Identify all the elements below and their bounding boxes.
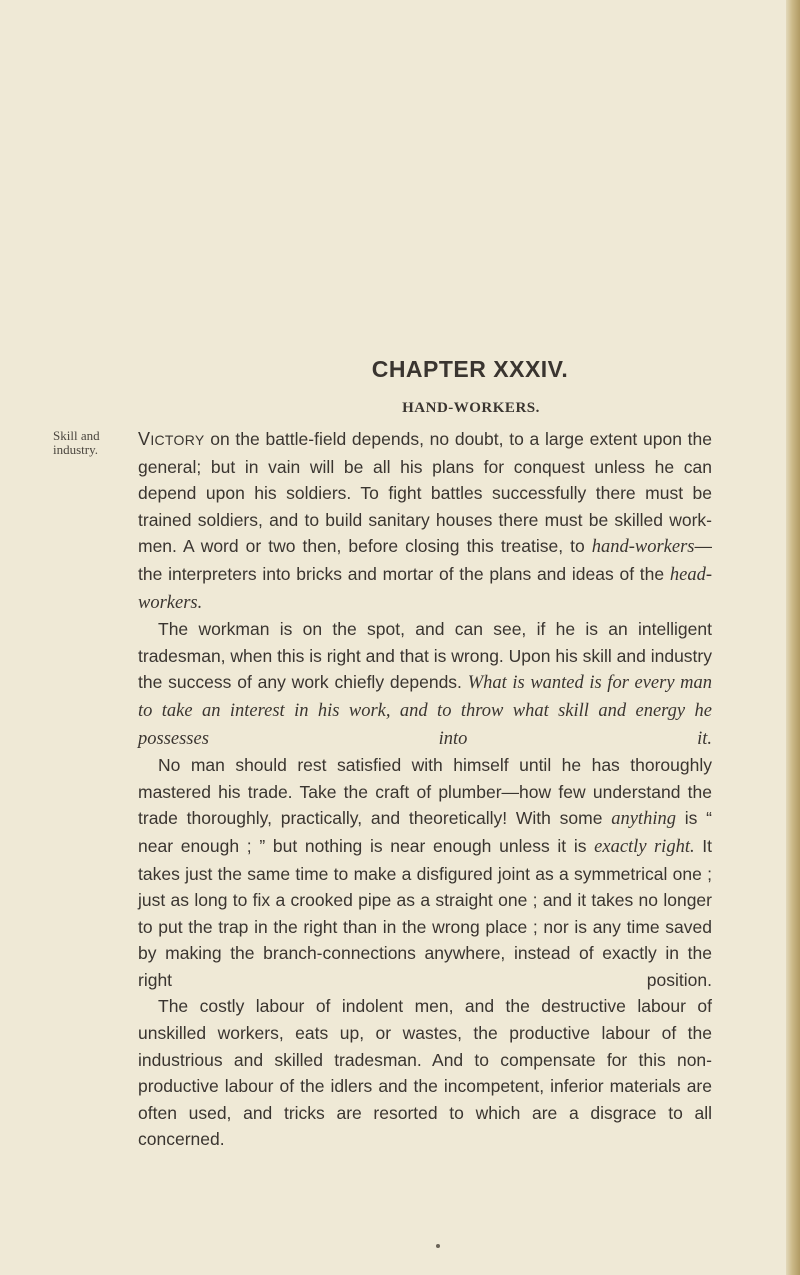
lead-capital: V: [138, 429, 151, 449]
paragraph-3: [138, 752, 712, 993]
small-caps-lead: [138, 429, 205, 449]
page-mark: [436, 1244, 440, 1248]
text-run: No man should rest satisfied with himself until he has thoroughly mastered his trade. Take the craft of plumber—how few understand the trade thoroughly, practically, and theoretically! With some: [138, 755, 712, 829]
paragraph-4: [138, 993, 712, 1153]
page-edge: [786, 0, 800, 1275]
italic-run: exactly right.: [594, 836, 695, 857]
chapter-heading: CHAPTER XXXIV.: [371, 356, 569, 382]
body-text: [138, 426, 712, 1153]
italic-run: anything: [611, 809, 676, 830]
italic-run: hand-workers: [591, 537, 695, 558]
paragraph-1: [138, 426, 712, 616]
text-run: is “ near enough ; ” but nothing is near enough unless it is: [138, 808, 712, 856]
italic-run: What is wanted is for every man to take an interest in his work, and to throw what skill and energy he possesses into it.: [138, 673, 712, 749]
lead-rest: ICTORY: [150, 432, 205, 448]
margin-note-line: Skill and: [53, 428, 100, 443]
text-run: —the interpreters into bricks and mortar of the plans and ideas of the: [138, 536, 712, 584]
text-run: The costly labour of indolent men, and the destructive labour of unskilled workers, eats up, or wastes, the productive labour of the industrious and skilled tradesman. And to compensate for this non-productive labour of the idlers and the incompetent, inferior materials are often used, and tricks are resorted to which are a disgrace to all concerned.: [138, 996, 712, 1150]
margin-note-line: industry.: [53, 442, 99, 457]
italic-run: head-workers.: [138, 564, 712, 613]
text-run: The workman is on the spot, and can see, if he is an intelligent tradesman, when this is right and that is wrong. Upon his skill and industry the success of any work chiefly depends.: [138, 619, 712, 693]
text-run: It takes just the same time to make a disfigured joint as a symmetrical one ; just as long to fix a crooked pipe as a straight one ; and it takes no longer to put the trap in the right than in the wrong place ; nor is any time saved by making the branch-connections anywhere, instead of exactly in the right position.: [138, 835, 713, 990]
paragraph-2: [138, 616, 712, 752]
margin-note: [53, 429, 121, 457]
chapter-subtitle: HAND-WORKERS.: [402, 400, 540, 416]
text-run: on the battle-field depends, no doubt, to a large extent upon the general; but in vain will be all his plans for conquest unless he can depend upon his soldiers. To fight battles successfully there must be trained soldiers, and to build sanitary houses there must be skilled work-men. A word or two then, before closing this treatise, to: [138, 429, 712, 557]
